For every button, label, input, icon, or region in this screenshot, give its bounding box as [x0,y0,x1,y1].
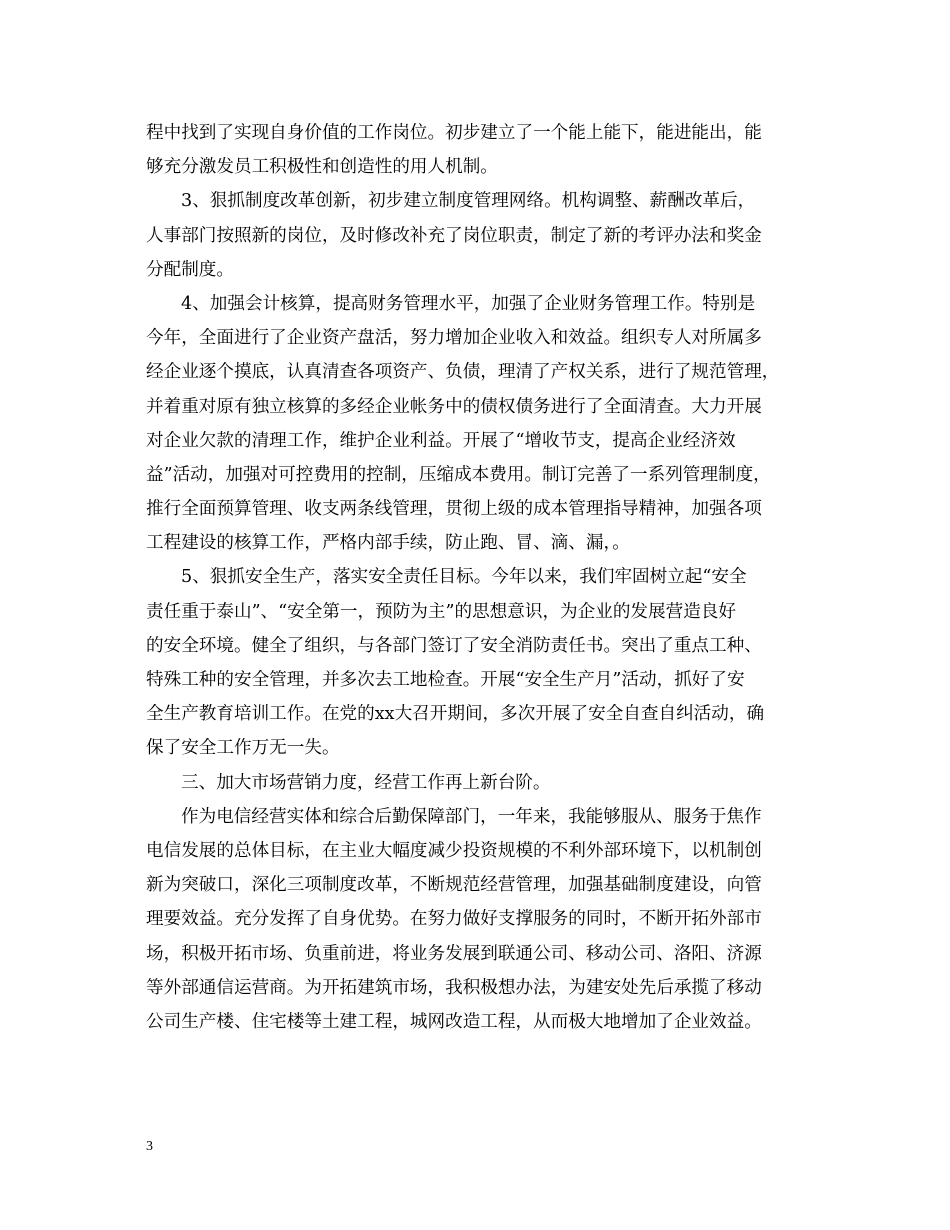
text-line: 的安全环境。健全了组织，与各部门签订了安全消防责任书。突出了重点工种、 [146,635,762,656]
text-line: 人事部门按照新的岗位，及时修改补充了岗位职责，制定了新的考评办法和奖金 [146,225,762,246]
text-line: 推行全面预算管理、收支两条线管理，贯彻上级的成本管理指导精神，加强各项 [146,499,762,520]
paragraph-start-line: 5、狠抓安全生产，落实安全责任目标。今年以来，我们牢固树立起“安全 [181,567,747,588]
text-line: 场，积极开拓市场、负重前进，将业务发展到联通公司、移动公司、洛阳、济源 [146,943,762,964]
body-text [146,116,810,1039]
text-line: 工程建设的核算工作，严格内部手续，防止跑、冒、滴、漏，。 [146,533,630,554]
text-line: 分配制度。 [146,259,234,280]
text-line: 对企业欠款的清理工作，维护企业利益。开展了“增收节支，提高企业经济效 [146,430,736,451]
text-line: 理要效益。充分发挥了自身优势。在努力做好支撑服务的同时，不断开拓外部市 [146,909,762,930]
section-heading: 三、加大市场营销力度，经营工作再上新台阶。 [181,772,551,793]
text-line: 特殊工种的安全管理，并多次去工地检查。开展“安全生产月”活动，抓好了安 [146,670,745,690]
text-line: 保了安全工作万无一失。 [146,738,340,759]
text-line: 电信发展的总体目标，在主业大幅度减少投资规模的不利外部环境下，以机制创 [146,840,762,861]
paragraph-start-line: 作为电信经营实体和综合后勤保障部门，一年来，我能够服从、服务于焦作 [181,806,762,827]
text-line: 责任重于泰山”、“安全第一，预防为主”的思想意识，为企业的发展营造良好 [146,601,736,622]
page-number: 3 [146,1139,153,1154]
text-line: 全生产教育培训工作。在党的xx大召开期间，多次开展了安全自查自纠活动，确 [146,704,765,725]
text-line: 经企业逐个摸底，认真清查各项资产、负债，理清了产权关系，进行了规范管理， [146,362,780,383]
text-line: 程中找到了实现自身价值的工作岗位。初步建立了一个能上能下，能进能出，能 [146,123,762,143]
text-line: 够充分激发员工积极性和创造性的用人机制。 [146,157,498,178]
text-line: 公司生产楼、住宅楼等土建工程，城网改造工程，从而极大地增加了企业效益。 [146,1011,762,1032]
text-line: 新为突破口，深化三项制度改革，不断规范经营管理，加强基础制度建设，向管 [146,875,762,896]
paragraph-start-line: 4、加强会计核算，提高财务管理水平，加强了企业财务管理工作。特别是 [181,293,756,314]
text-line: 等外部通信运营商。为开拓建筑市场，我积极想办法，为建安处先后承揽了移动 [146,977,762,998]
paragraph-start-line: 3、狠抓制度改革创新，初步建立制度管理网络。机构调整、薪酬改革后， [181,191,756,212]
text-line: 益”活动，加强对可控费用的控制，压缩成本费用。制订完善了一系列管理制度， [146,464,771,485]
text-line: 并着重对原有独立核算的多经企业帐务中的债权债务进行了全面清查。大力开展 [146,396,762,417]
text-line: 今年，全面进行了企业资产盘活，努力增加企业收入和效益。组织专人对所属多 [146,328,762,349]
